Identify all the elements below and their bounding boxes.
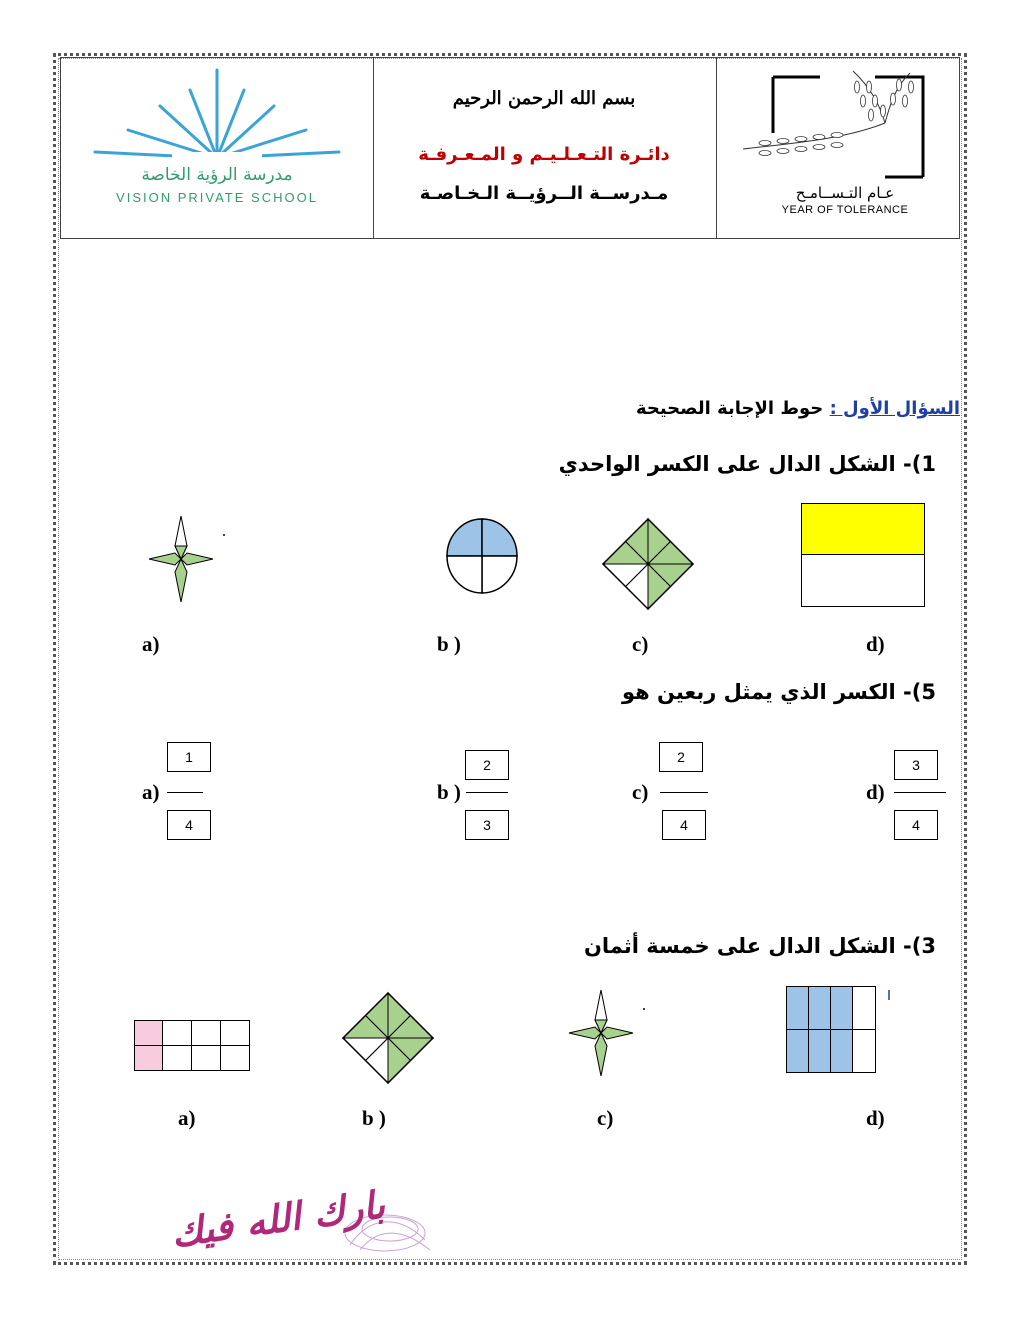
logo-right-english: YEAR OF TOLERANCE: [781, 204, 909, 216]
department-name: دائـرة التـعـلـيـم و المـعـرفـة: [418, 144, 670, 165]
question-number: 3): [911, 934, 936, 958]
question-text: - الشكل الدال على الكسر الواحدي: [558, 452, 912, 476]
grid-eighths-shape: [134, 1020, 250, 1072]
option-label[interactable]: a): [178, 1106, 196, 1130]
logo-left-arabic: مدرسة الرؤية الخاصة: [141, 165, 293, 185]
fraction-bar: [660, 792, 708, 793]
grid-blue-shape: [786, 986, 878, 1074]
question-text: - الشكل الدال على خمسة أثمان: [583, 934, 912, 958]
fraction-denominator: 4: [894, 810, 938, 840]
option-label[interactable]: d): [866, 1106, 885, 1130]
diamond-eighths-shape: [343, 993, 433, 1083]
year-of-tolerance-logo: [735, 65, 935, 190]
logo-right-arabic: عـام التـســامـح: [795, 184, 895, 202]
section-title: السؤال الأول :: [829, 398, 960, 419]
section-instruction: حوط الإجابة الصحيحة: [635, 398, 824, 419]
question-5: [622, 680, 936, 704]
option-label[interactable]: c): [597, 1106, 614, 1130]
question-1: [559, 452, 936, 476]
bismillah: بسم الله الرحمن الرحيم: [452, 88, 636, 109]
header-divider: [716, 58, 717, 238]
option-label[interactable]: a): [142, 780, 160, 804]
blessing-text: بارك الله فيك: [168, 1181, 388, 1256]
option-label[interactable]: c): [632, 780, 649, 804]
option-label[interactable]: b ): [437, 780, 461, 804]
logo-left-english: VISION PRIVATE SCHOOL: [116, 190, 318, 205]
fraction-numerator: 2: [465, 750, 509, 780]
school-sunburst-logo: [60, 60, 372, 238]
fraction-denominator: 3: [465, 810, 509, 840]
option-label[interactable]: d): [866, 780, 885, 804]
question-3: [584, 934, 936, 958]
school-name: مـدرســة الــرؤيــة الـخـاصـة: [419, 183, 669, 204]
star-shape: [146, 513, 216, 605]
fraction-bar: [466, 792, 508, 793]
question-text: - الكسر الذي يمثل ربعين هو: [622, 680, 912, 704]
option-label[interactable]: b ): [437, 632, 461, 656]
option-label[interactable]: c): [632, 632, 649, 656]
question-number: 1): [911, 452, 936, 476]
option-label[interactable]: b ): [362, 1106, 386, 1130]
diamond-eighths-shape: [603, 519, 693, 609]
fraction-bar: [167, 792, 203, 793]
fraction-numerator: 1: [167, 742, 211, 772]
option-label[interactable]: a): [142, 632, 160, 656]
option-label[interactable]: d): [866, 632, 885, 656]
circle-quarters-shape: [445, 517, 519, 595]
star-shape: [566, 987, 636, 1079]
rectangle-halves-shape: [801, 503, 925, 607]
fraction-numerator: 3: [894, 750, 938, 780]
fraction-denominator: 4: [167, 810, 211, 840]
fraction-numerator: 2: [659, 742, 703, 772]
fraction-bar: [894, 792, 946, 793]
section-heading: [636, 398, 960, 419]
question-number: 5): [911, 680, 936, 704]
fraction-denominator: 4: [662, 810, 706, 840]
